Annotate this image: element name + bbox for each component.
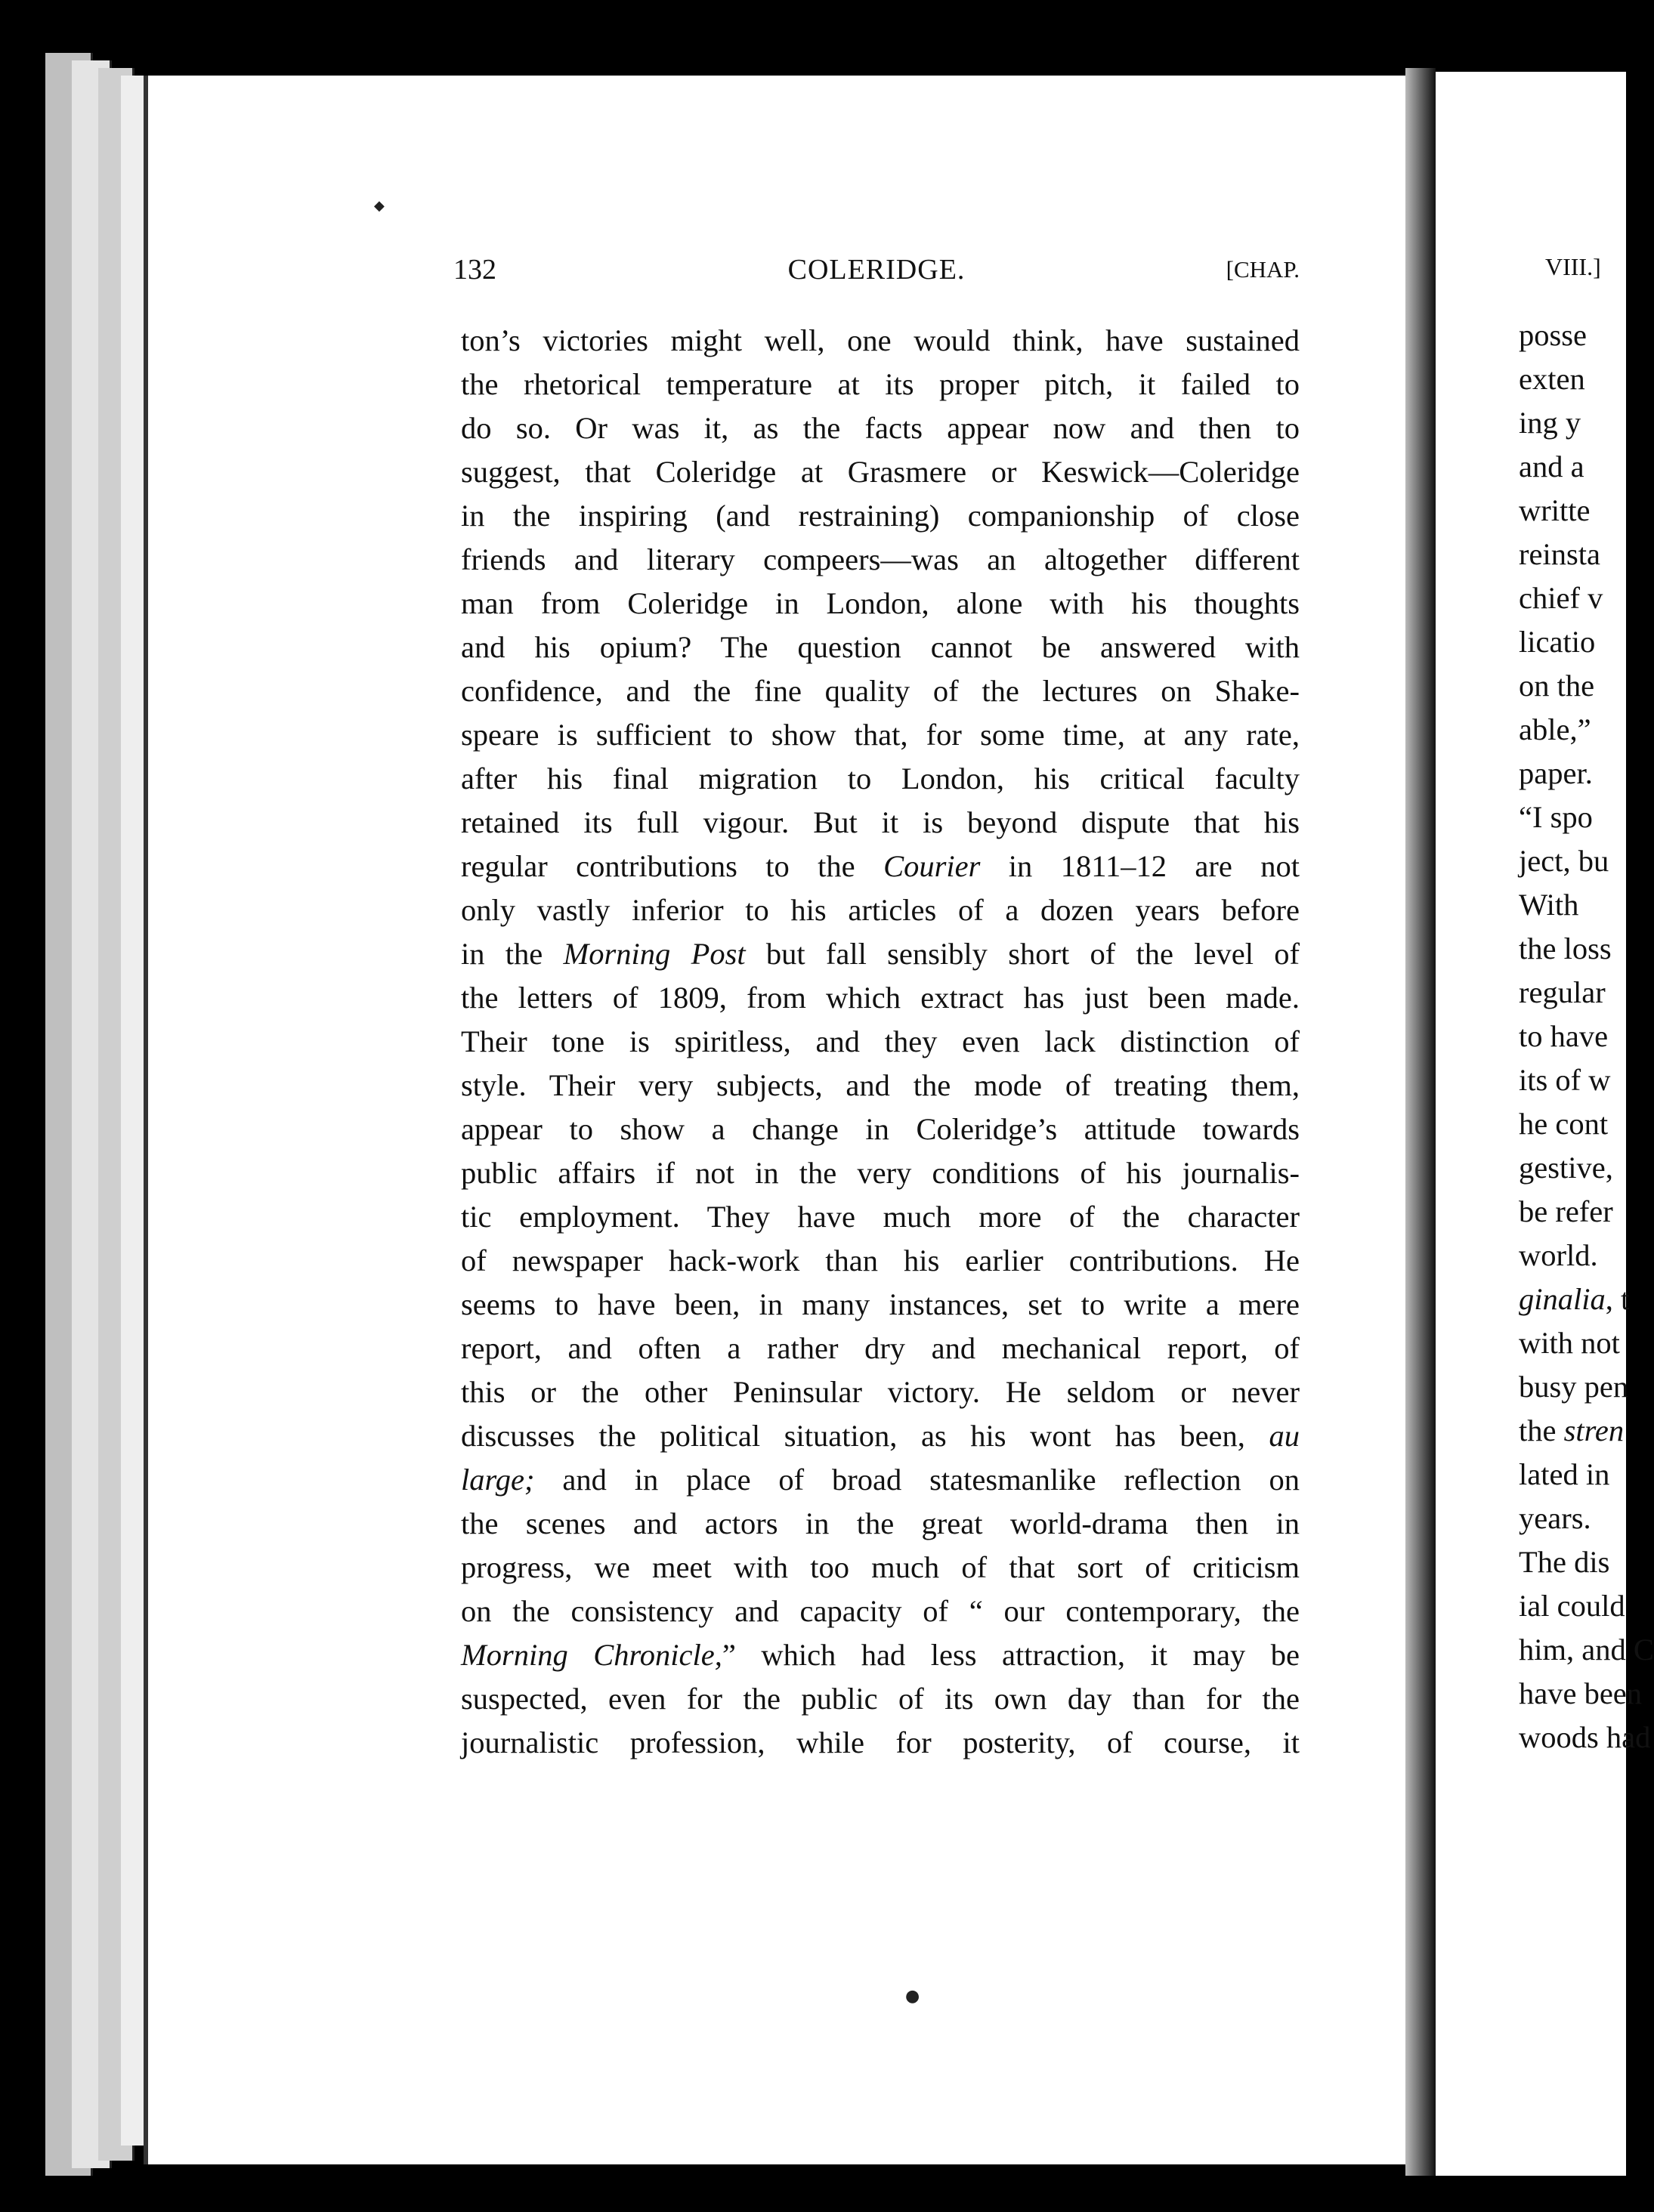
text-line: busy pen [1519,1370,1629,1404]
text-line: the rhetorical temperature at its proper pitch, it failed to [461,367,1300,401]
text-line: be refer [1519,1194,1613,1228]
text-line: “I spo [1519,800,1593,834]
text-line: with not [1519,1326,1620,1360]
book-gutter [1405,68,1436,2176]
text-line: tic employment. They have much more of the character [461,1200,1300,1234]
text-line: regular contributions to the Courier in 1811–12 are not [461,849,1300,883]
text-line: man from Coleridge in London, alone with his thoughts [461,586,1300,620]
text-line: journalistic profession, while for posterity, of course, it [461,1725,1300,1759]
text-line: have been [1519,1676,1643,1710]
text-line: seems to have been, in many instances, set to write a mere [461,1287,1300,1321]
text-line: exten [1519,362,1585,396]
text-line: Morning Chronicle,” which had less attraction, it may be [461,1638,1300,1672]
text-line: appear to show a change in Coleridge’s attitude towards [461,1112,1300,1146]
text-line: the letters of 1809, from which extract has just been made. [461,981,1300,1015]
text-line: ginalia, t [1519,1282,1630,1316]
text-line: ject, bu [1519,844,1609,878]
scan-speck: ◆ [374,198,385,214]
text-line: speare is sufficient to show that, for some time, at any rate, [461,718,1300,752]
text-line: on the consistency and capacity of “ our contemporary, the [461,1594,1300,1628]
text-line: With [1519,888,1579,922]
text-line: gestive, [1519,1151,1613,1185]
text-line: licatio [1519,625,1596,659]
text-line: him, and C [1519,1633,1654,1667]
text-line: do so. Or was it, as the facts appear now and then to [461,411,1300,445]
text-line: its of w [1519,1063,1611,1097]
text-line: discusses the political situation, as his wont has been, au [461,1419,1300,1453]
text-line: public affairs if not in the very conditions of his journalis- [461,1156,1300,1190]
scan-speck: ● [905,1987,920,2006]
text-line: on the [1519,669,1595,703]
text-line: in the Morning Post but fall sensibly short of the level of [461,937,1300,971]
text-line: the stren [1519,1413,1625,1447]
running-head [453,253,1300,291]
text-line: woods had [1519,1720,1651,1754]
text-line: ing y [1519,406,1581,440]
text-line: this or the other Peninsular victory. He seldom or never [461,1375,1300,1409]
chapter-marker: [CHAP. [1226,256,1300,283]
text-line: Their tone is spiritless, and they even lack distinction of [461,1024,1300,1058]
text-line: of newspaper hack-work than his earlier contributions. He [461,1243,1300,1277]
text-line: in the inspiring (and restraining) companionship of close [461,499,1300,533]
text-line: lated in [1519,1457,1610,1491]
text-line: progress, we meet with too much of that sort of criticism [461,1550,1300,1584]
text-line: reinsta [1519,537,1600,571]
text-line: world. [1519,1238,1598,1272]
text-line: ial could [1519,1589,1625,1623]
text-line: paper. [1519,756,1593,790]
text-line: writte [1519,493,1591,527]
text-line: retained its full vigour. But it is beyond dispute that his [461,805,1300,839]
right-running-head: VIII.] [1545,253,1601,280]
body-text [461,319,1300,1765]
text-line: years. [1519,1501,1591,1535]
text-line: suggest, that Coleridge at Grasmere or Keswick—Coleridge [461,455,1300,489]
text-line: and a [1519,450,1584,483]
text-line: style. Their very subjects, and the mode of treating them, [461,1068,1300,1102]
text-line: posse [1519,318,1587,352]
text-line: large; and in place of broad statesmanlike reflection on [461,1463,1300,1497]
text-line: report, and often a rather dry and mechanical report, of [461,1331,1300,1365]
text-line: only vastly inferior to his articles of a dozen years before [461,893,1300,927]
text-line: and his opium? The question cannot be answered with [461,630,1300,664]
page-number: 132 [453,254,496,286]
text-line: ton’s victories might well, one would think, have sustained [461,323,1300,357]
text-line: the loss [1519,931,1612,965]
text-line: to have [1519,1019,1609,1053]
text-line: the scenes and actors in the great world-drama then in [461,1506,1300,1540]
text-line: friends and literary compeers—was an altogether different [461,542,1300,576]
text-line: The dis [1519,1545,1610,1579]
running-title: COLERIDGE. [787,254,966,286]
text-line: regular [1519,975,1606,1009]
text-line: after his final migration to London, his critical faculty [461,762,1300,796]
text-line: confidence, and the fine quality of the lectures on Shake- [461,674,1300,708]
text-line: suspected, even for the public of its own day than for the [461,1682,1300,1716]
text-line: he cont [1519,1107,1609,1141]
text-line: chief v [1519,581,1603,615]
text-line: able,” [1519,712,1591,746]
